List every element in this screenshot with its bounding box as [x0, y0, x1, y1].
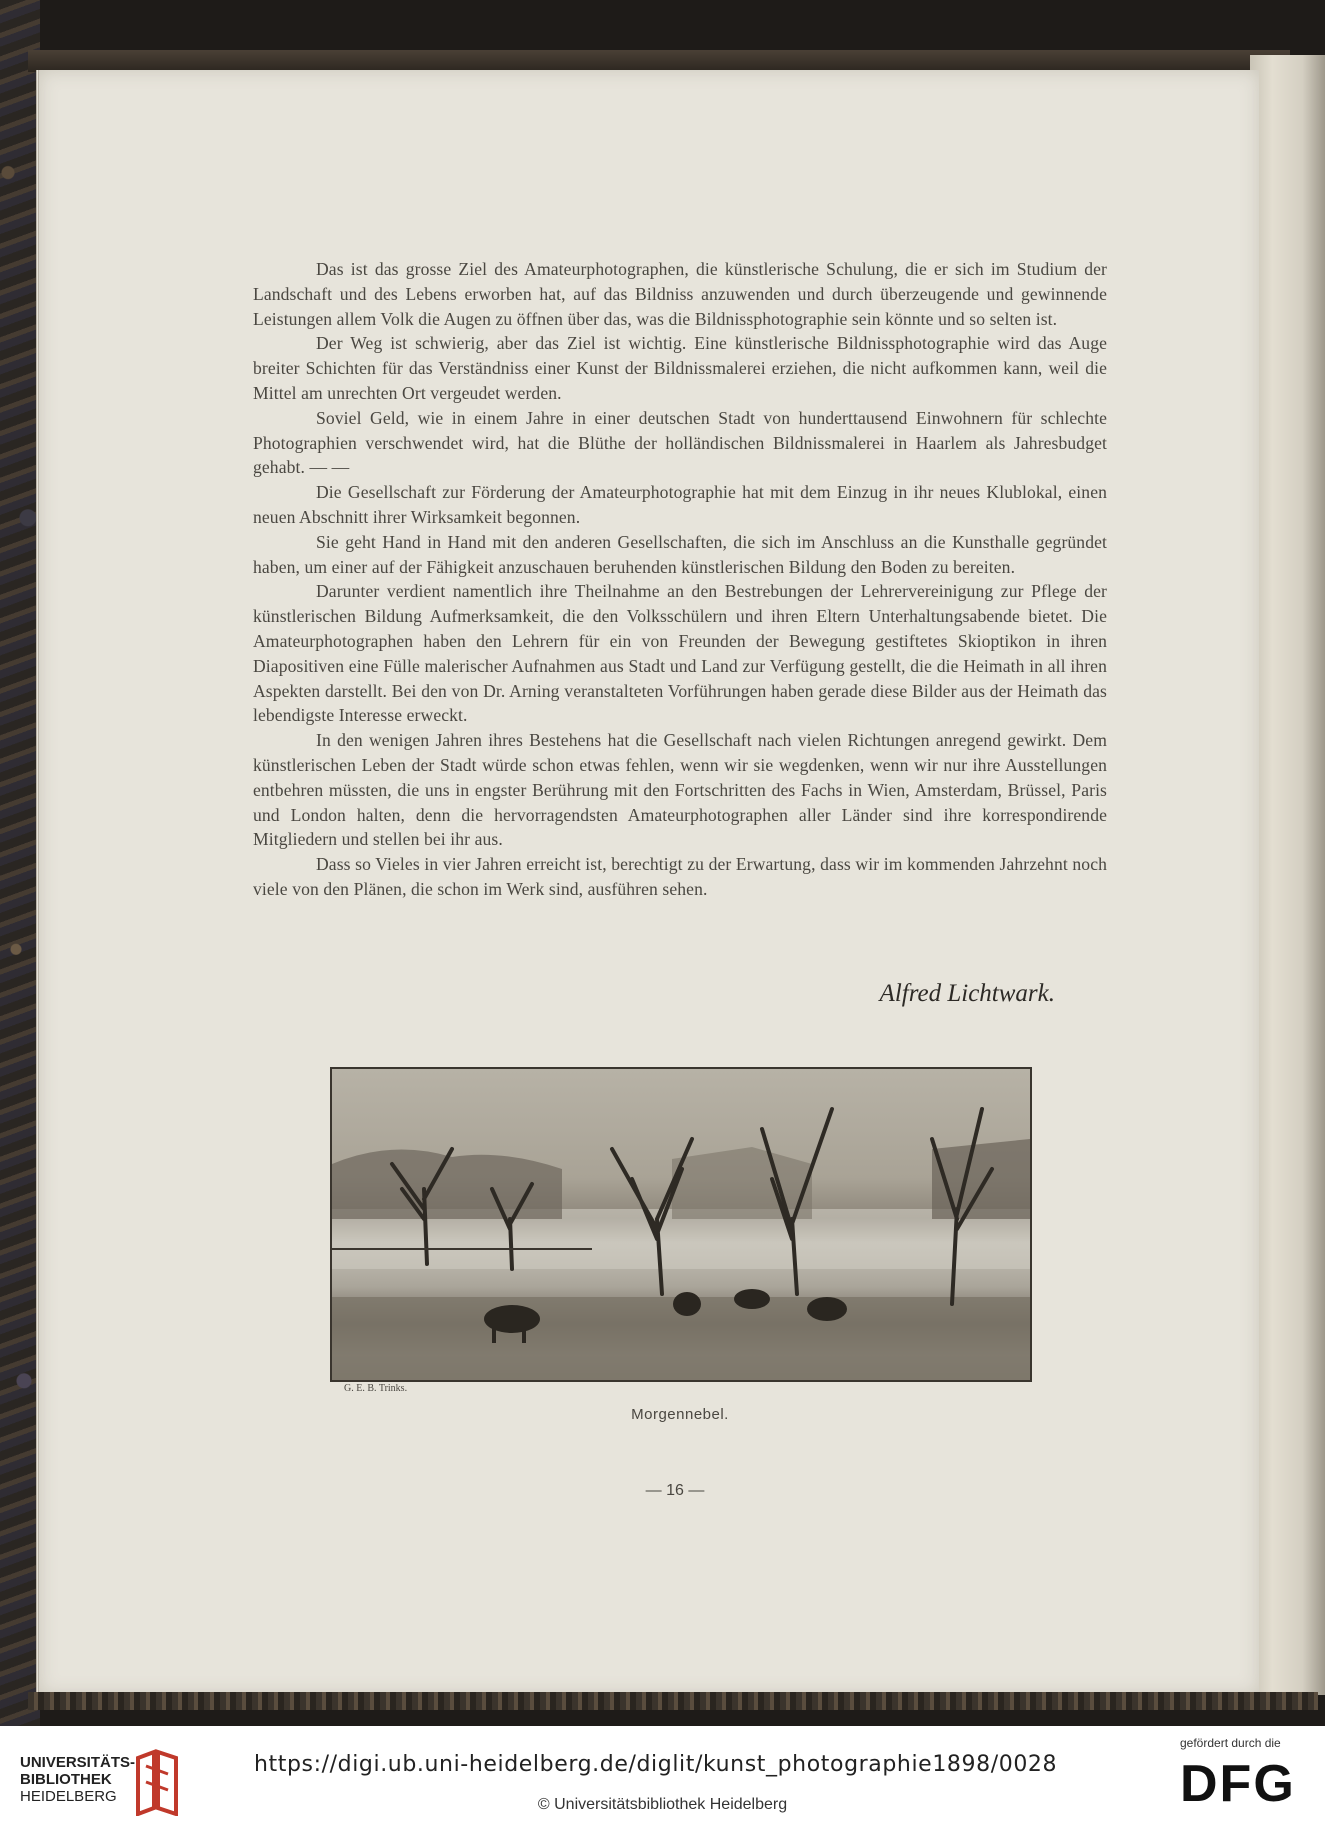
photo-caption: Morgennebel.: [631, 1406, 729, 1423]
photo-credit: G. E. B. Trinks.: [344, 1383, 408, 1394]
book-top-edge: [28, 50, 1290, 72]
library-name-line2: BIBLIOTHEK: [20, 1771, 112, 1788]
paragraph: Der Weg ist schwierig, aber das Ziel ist wichtig. Eine künstlerische Bildnissphotographie wird das Auge breiter Schichten für das Verständniss einer Kunst der Bildnissmalerei erziehen, die nicht aufkommen kann, weil die Mittel am unrechten Ort vergeudet werden.: [253, 333, 1107, 403]
article-text: [253, 257, 1107, 902]
dfg-logo[interactable]: DFG: [1180, 1755, 1296, 1813]
paragraph: Darunter verdient namentlich ihre Theilnahme an den Bestrebungen der Lehrervereinigung zur Pflege der künstlerischen Bildung Aufmerksamkeit, die den Volksschülern und ihren Eltern Unterhaltungsabende bietet. Die Amateurphotographen haben den Lehrern für ein von Freunden der Bewegung gestiftetes Skioptikon in ihren Diapositiven eine Fülle malerischer Aufnahmen aus Stadt und Land zur Verfügung gestellt, die die Heimath in all ihren Aspekten darstellt. Bei den von Dr. Arning veranstalteten Vorführungen haben gerade diese Bilder aus der Heimath das lebendigste Interesse erweckt.: [253, 581, 1107, 726]
page-stack-right: [1250, 55, 1325, 1695]
funded-by-label: gefördert durch die: [1180, 1736, 1281, 1750]
page-number: — 16 —: [645, 1482, 705, 1499]
paragraph: Sie geht Hand in Hand mit den anderen Gesellschaften, die sich im Anschluss an die Kunsthalle gegründet haben, um einer auf der Fähigkeit anzuschauen beruhenden künstlerischen Bildung den Boden zu bereiten.: [253, 531, 1107, 577]
landscape-photograph: [330, 1067, 1032, 1382]
paragraph: In den wenigen Jahren ihres Bestehens hat die Gesellschaft nach vielen Richtungen anregend gewirkt. Dem künstlerischen Leben der Stadt würde schon etwas fehlen, wenn wir sie wegdenken, wenn wir nur ihre Ausstellungen entbehren müssten, die uns in engster Berührung mit den Fortschritten des Fachs in Wien, Amsterdam, Brüssel, Paris und London halten, denn die hervorragendsten Amateurphotographen aller Länder sind ihre korrespondirende Mitgliedern und stellen bei ihr aus.: [253, 730, 1107, 850]
permalink-url[interactable]: https://digi.ub.uni-heidelberg.de/diglit/kunst_photographie1898/0028: [254, 1752, 1058, 1777]
library-name-line1: UNIVERSITÄTS-: [20, 1754, 136, 1771]
paragraph: Das ist das grosse Ziel des Amateurphotographen, die künstlerische Schulung, die er sich im Studium der Landschaft und des Lebens erworben hat, auf das Bildniss anzuwenden und durch überzeugende und gewinnende Leistungen allem Volk die Augen zu öffnen über das, was die Bildnissphotographie sein könnte und so selten ist.: [253, 259, 1107, 329]
photo-illustration: [332, 1069, 1030, 1380]
paragraph: Soviel Geld, wie in einem Jahre in einer deutschen Stadt von hunderttausend Einwohnern für schlechte Photographien verschwendet wird, hat die Blüthe der holländischen Bildnissmalerei in Haarlem als Jahresbudget gehabt. — —: [253, 407, 1107, 478]
book-bottom-edge: [28, 1692, 1318, 1710]
book-cover-marbled-edge: [0, 0, 40, 1726]
author-signature: Alfred Lichtwark.: [879, 980, 1055, 1007]
copyright-notice: © Universitätsbibliothek Heidelberg: [537, 1796, 788, 1813]
paragraph: Dass so Vieles in vier Jahren erreicht ist, berechtigt zu der Erwartung, dass wir im kommenden Jahrzehnt noch viele von den Plänen, die schon im Werk sind, ausführen sehen.: [253, 854, 1107, 899]
paragraph: Die Gesellschaft zur Förderung der Amateurphotographie hat mit dem Einzug in ihr neues Klublokal, einen neuen Abschnitt ihrer Wirksamkeit begonnen.: [253, 482, 1107, 527]
library-name-line3: HEIDELBERG: [20, 1788, 117, 1805]
footer-bar: [0, 1726, 1325, 1826]
